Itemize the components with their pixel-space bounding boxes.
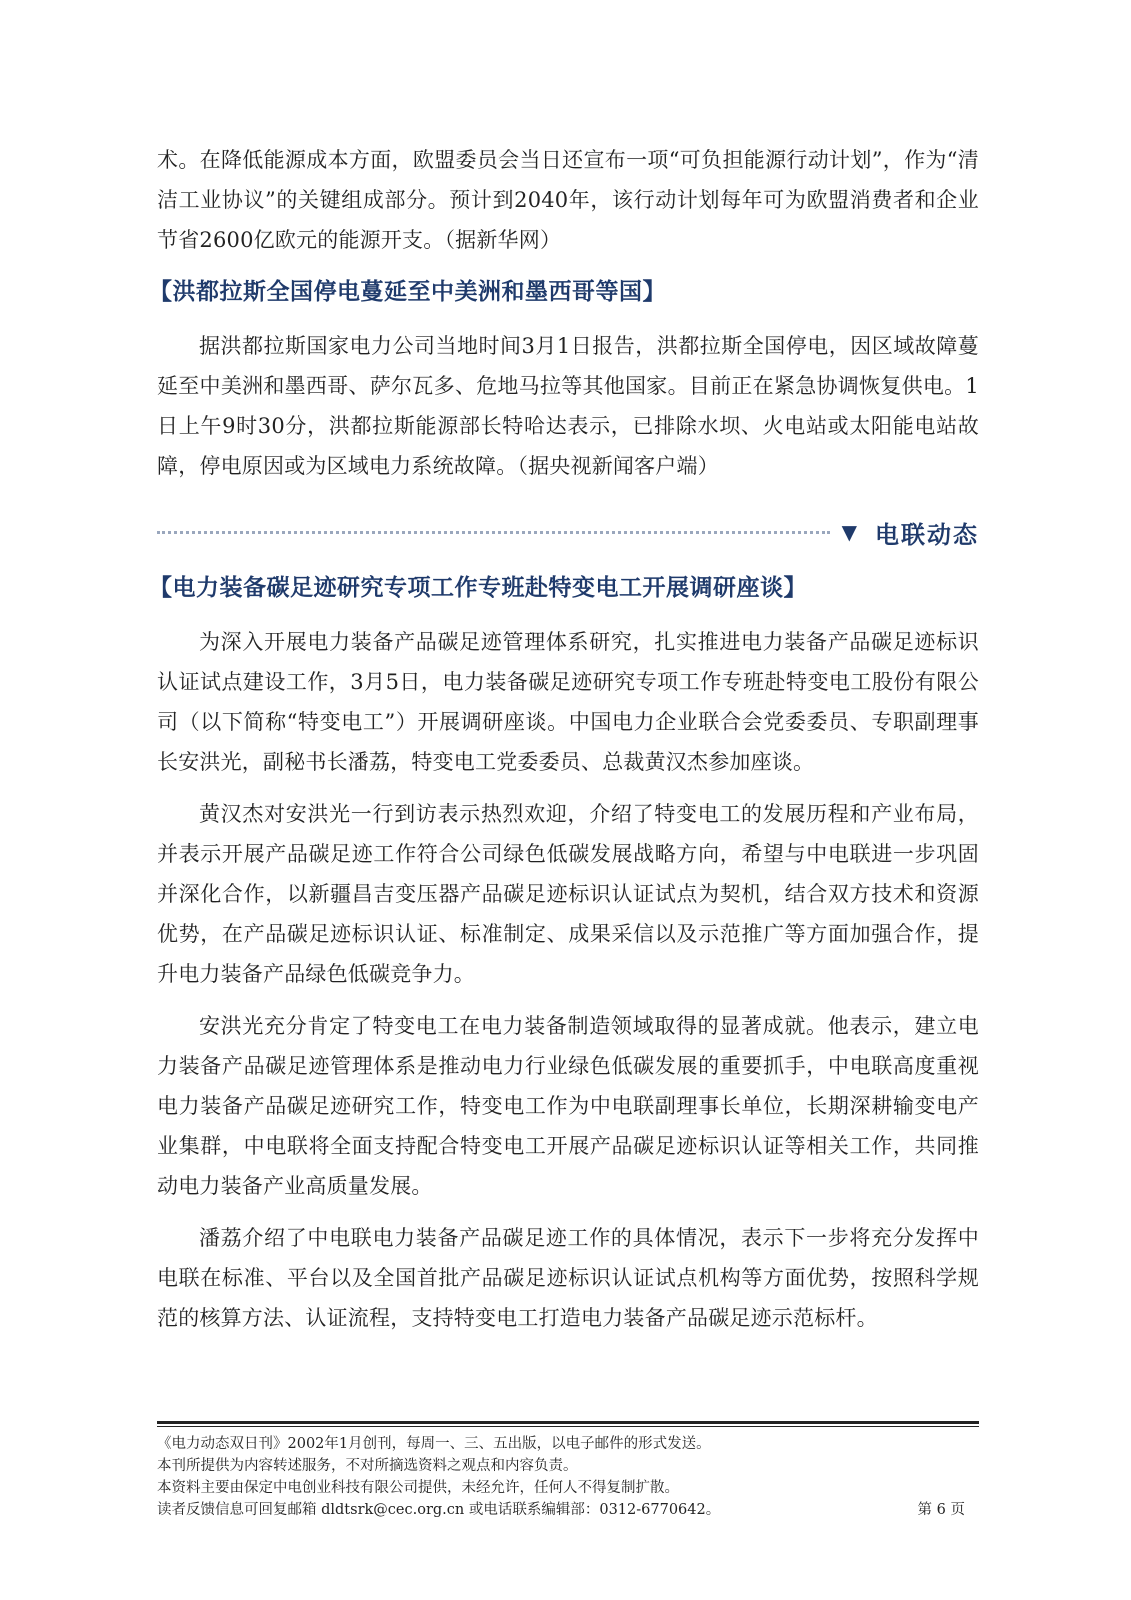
continuation-paragraph: 术。在降低能源成本方面，欧盟委员会当日还宣布一项“可负担能源行动计划”，作为“清洁工业协议”的关键组成部分。预计到2040年，该行动计划每年可为欧盟消费者和企业节省2600亿欧元的能源开支。（据新华网） bbox=[157, 148, 979, 252]
footer-last-row bbox=[157, 1499, 979, 1521]
section-header-cec-news bbox=[157, 512, 979, 552]
article-title-honduras-blackout: 【洪都拉斯全国停电蔓延至中美洲和墨西哥等国】 bbox=[149, 278, 666, 305]
article-paragraph: 潘荔介绍了中电联电力装备产品碳足迹工作的具体情况，表示下一步将充分发挥中电联在标准、平台以及全国首批产品碳足迹标识认证试点机构等方面优势，按照科学规范的核算方法、认证流程，支持特变电工打造电力装备产品碳足迹示范标杆。 bbox=[157, 1226, 979, 1330]
article-body-honduras-blackout: 据洪都拉斯国家电力公司当地时间3月1日报告，洪都拉斯全国停电，因区域故障蔓延至中美洲和墨西哥、萨尔瓦多、危地马拉等其他国家。目前正在紧急协调恢复供电。1日上午9时30分，洪都拉斯能源部长特哈达表示，已排除水坝、火电站或太阳能电站故障，停电原因或为区域电力系统故障。（据央视新闻客户端） bbox=[157, 334, 979, 478]
article-paragraph: 为深入开展电力装备产品碳足迹管理体系研究，扎实推进电力装备产品碳足迹标识认证试点建设工作，3月5日，电力装备碳足迹研究专项工作专班赴特变电工股份有限公司（以下简称“特变电工”）开展调研座谈。中国电力企业联合会党委委员、专职副理事长安洪光，副秘书长潘荔，特变电工党委委员、总裁黄汉杰参加座谈。 bbox=[157, 630, 979, 774]
footer-line: 《电力动态双日刊》2002年1月创刊，每周一、三、五出版，以电子邮件的形式发送。 bbox=[157, 1436, 711, 1452]
triangle-down-icon: ▼ bbox=[841, 520, 857, 544]
page-content bbox=[149, 140, 979, 1350]
page-footer bbox=[157, 1421, 979, 1521]
footer-line: 本刊所提供为内容转述服务，不对所摘选资料之观点和内容负责。 bbox=[157, 1458, 578, 1474]
dotted-divider bbox=[157, 531, 830, 534]
article-title-carbon-footprint: 【电力装备碳足迹研究专项工作专班赴特变电工开展调研座谈】 bbox=[149, 574, 807, 601]
article-paragraph: 黄汉杰对安洪光一行到访表示热烈欢迎，介绍了特变电工的发展历程和产业布局，并表示开展产品碳足迹工作符合公司绿色低碳发展战略方向，希望与中电联进一步巩固并深化合作，以新疆昌吉变压器产品碳足迹标识认证试点为契机，结合双方技术和资源优势，在产品碳足迹标识认证、标准制定、成果采信以及示范推广等方面加强合作，提升电力装备产品绿色低碳竞争力。 bbox=[157, 802, 979, 986]
section-title: 电联动态 bbox=[875, 519, 979, 549]
footer-line: 本资料主要由保定中电创业科技有限公司提供，未经允许，任何人不得复制扩散。 bbox=[157, 1480, 679, 1496]
footer-contact: 读者反馈信息可回复邮箱 dldtsrk@cec.org.cn 或电话联系编辑部：0312-6770642。 bbox=[157, 1502, 721, 1518]
page-number: 第 6 页 bbox=[917, 1502, 965, 1518]
article-paragraph: 安洪光充分肯定了特变电工在电力装备制造领域取得的显著成就。他表示，建立电力装备产品碳足迹管理体系是推动电力行业绿色低碳发展的重要抓手，中电联高度重视电力装备产品碳足迹研究工作，特变电工作为中电联副理事长单位，长期深耕输变电产业集群，中电联将全面支持配合特变电工开展产品碳足迹标识认证等相关工作，共同推动电力装备产业高质量发展。 bbox=[157, 1014, 979, 1198]
footer-rule-thin bbox=[157, 1426, 979, 1427]
footer-rule bbox=[157, 1421, 979, 1424]
